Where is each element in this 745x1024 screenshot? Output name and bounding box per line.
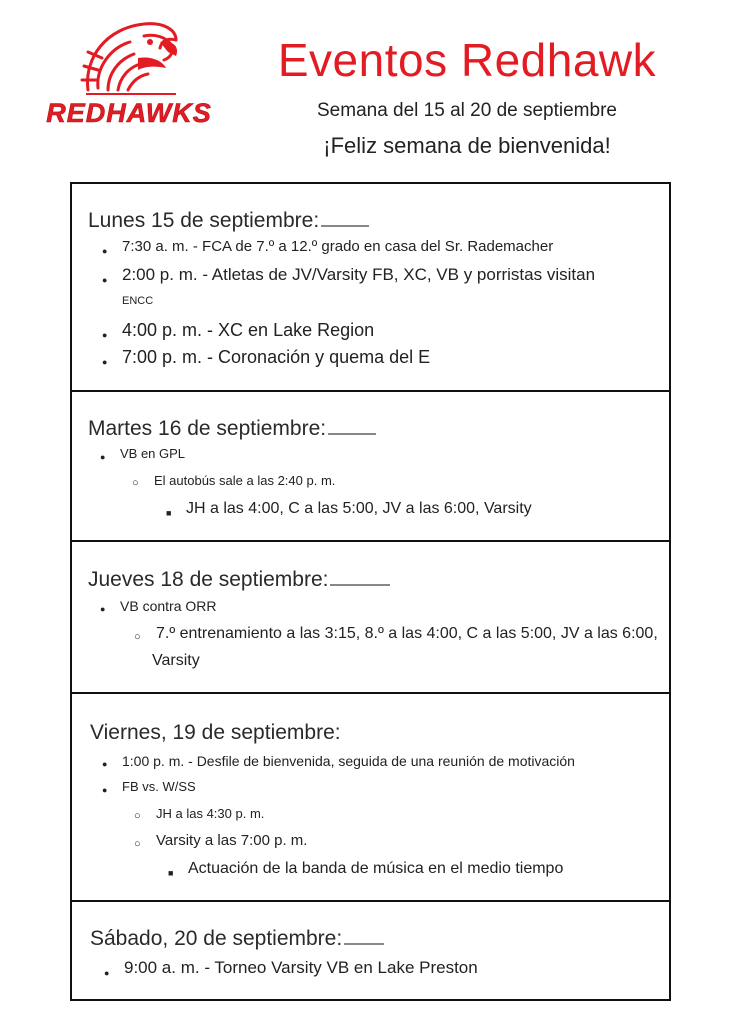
list-item: ○ El autobús sale a las 2:40 p. m. <box>154 472 335 490</box>
list-item: ● 9:00 a. m. - Torneo Varsity VB en Lake Preston <box>124 957 478 979</box>
section-monday <box>70 182 671 392</box>
section-friday <box>70 692 671 902</box>
section-heading: Jueves 18 de septiembre: <box>88 567 390 593</box>
list-item-continued: ENCC <box>122 295 154 307</box>
list-item: ● 2:00 p. m. - Atletas de JV/Varsity FB, XC, VB y porristas visitan <box>122 264 595 286</box>
section-tuesday <box>70 390 671 542</box>
tagline: ¡Feliz semana de bienvenida! <box>323 133 611 158</box>
list-item: ○ 7.º entrenamiento a las 3:15, 8.º a las 4:00, C a las 5:00, JV a las 6:00, <box>156 623 658 645</box>
section-heading: Viernes, 19 de septiembre: <box>90 721 341 744</box>
list-item: ● VB en GPL <box>120 445 185 463</box>
list-item: ■ JH a las 4:00, C a las 5:00, JV a las 6:00, Varsity <box>186 498 532 520</box>
redhawks-logo <box>26 18 232 130</box>
section-saturday <box>70 900 671 1001</box>
list-item-continued: Varsity <box>152 652 200 669</box>
section-heading: Martes 16 de septiembre: <box>88 416 376 442</box>
list-item: ● 7:30 a. m. - FCA de 7.º a 12.º grado en casa del Sr. Rademacher <box>122 237 553 257</box>
list-item: ○ JH a las 4:30 p. m. <box>156 805 264 823</box>
list-item: ● 4:00 p. m. - XC en Lake Region <box>122 318 374 342</box>
list-item: ● VB contra ORR <box>120 596 216 616</box>
logo-wordmark: REDHAWKS <box>46 98 212 128</box>
list-item: ● 1:00 p. m. - Desfile de bienvenida, seguida de una reunión de motivación <box>122 751 575 771</box>
list-item: ○ Varsity a las 7:00 p. m. <box>156 831 307 851</box>
list-item: ● 7:00 p. m. - Coronación y quema del E <box>122 345 430 369</box>
week-range: Semana del 15 al 20 de septiembre <box>317 100 617 121</box>
section-heading: Sábado, 20 de septiembre: <box>90 926 384 952</box>
section-thursday <box>70 540 671 694</box>
page-title: Eventos Redhawk <box>277 34 657 86</box>
list-item: ● FB vs. W/SS <box>122 778 196 796</box>
hawk-head-icon <box>26 18 232 130</box>
section-heading: Lunes 15 de septiembre: <box>88 208 369 234</box>
list-item: ■ Actuación de la banda de música en el medio tiempo <box>188 858 563 880</box>
